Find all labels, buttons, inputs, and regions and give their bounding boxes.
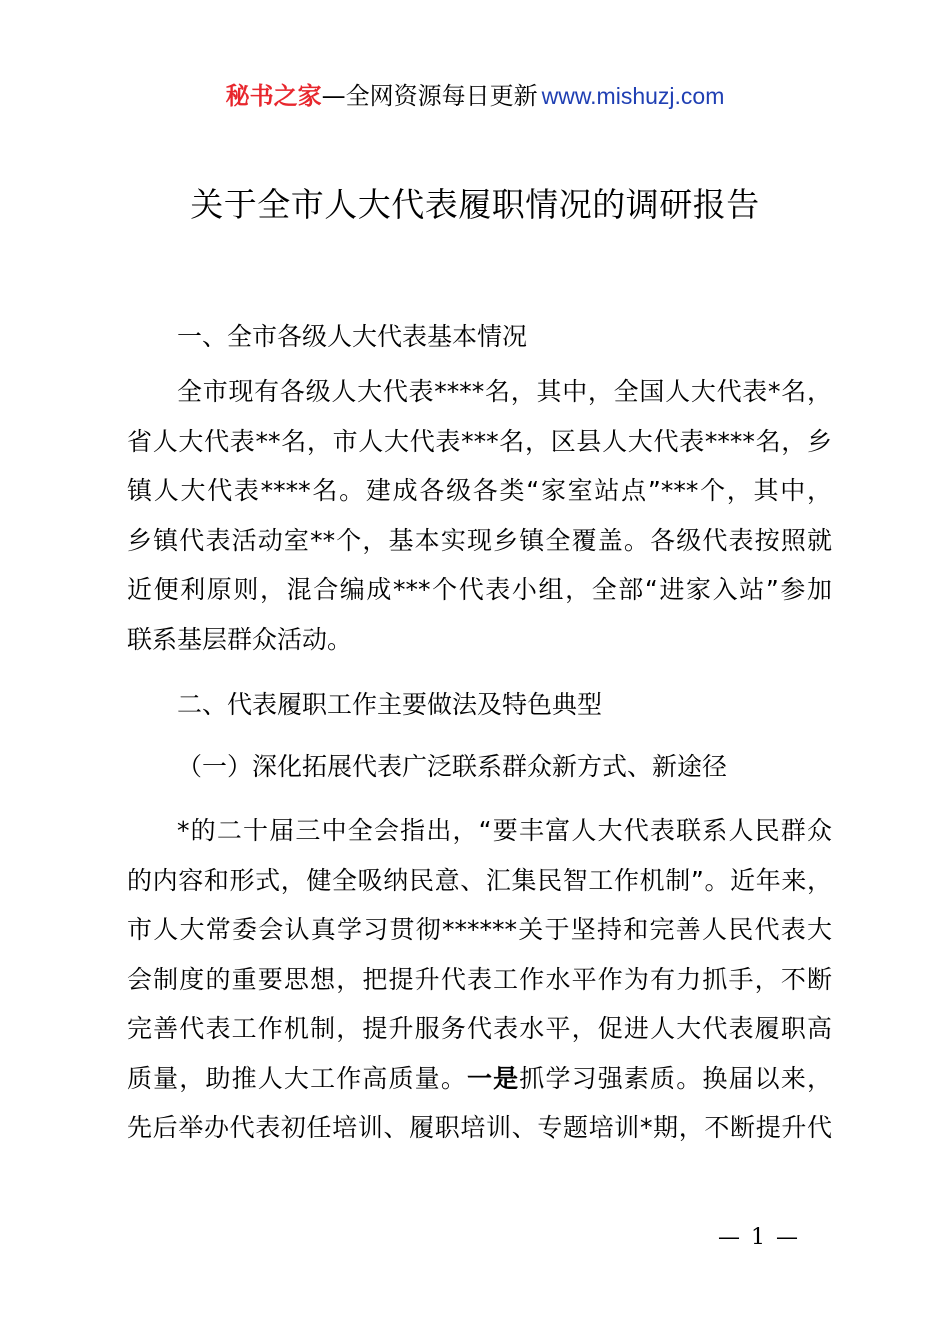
paragraph-2-line-7: 先后举办代表初任培训、履职培训、专题培训*期，不断提升代 (127, 1113, 832, 1142)
paragraph-1-line-4: 乡镇代表活动室**个，基本实现乡镇全覆盖。各级代表按照就 (127, 525, 832, 555)
paragraph-2-line-6 (127, 1054, 832, 1104)
paragraph-1 (127, 367, 832, 664)
paragraph-1-line-1: 全市现有各级人大代表****名，其中，全国人大代表*名， (177, 377, 832, 406)
header-tagline: —全网资源每日更新 (321, 82, 538, 110)
paragraph-2-line-3: 市人大常委会认真学习贯彻******关于坚持和完善人民代表大 (127, 915, 832, 944)
site-url-link[interactable]: www.mishuzj.com (541, 83, 725, 109)
paragraph-2-line-1: *的二十届三中全会指出，“要丰富人大代表联系人民群众 (177, 816, 832, 845)
section-1-heading-block (127, 312, 832, 362)
section-2-subheading-block (127, 742, 832, 792)
brand-name: 秘书之家 (225, 82, 322, 110)
site-header-banner (0, 80, 950, 112)
document-title: 关于全市人大代表履职情况的调研报告 (190, 185, 760, 224)
paragraph-1-line-2: 省人大代表**名，市人大代表***名，区县人大代表****名，乡 (127, 426, 832, 456)
page-number: — 1 — (718, 1225, 800, 1250)
paragraph-1-line-5: 近便利原则，混合编成***个代表小组，全部“进家入站”参加 (127, 575, 832, 604)
paragraph-2-emphasis: 一是 (466, 1063, 520, 1093)
paragraph-1-line-6: 联系基层群众活动。 (127, 624, 353, 654)
paragraph-2-line-6-text-a: 质量，助推人大工作高质量。 (127, 1063, 467, 1093)
paragraph-2-line-5: 完善代表工作机制，提升服务代表水平，促进人大代表履职高 (127, 1014, 832, 1043)
paragraph-2-line-2: 的内容和形式，健全吸纳民意、汇集民智工作机制”。近年来， (127, 865, 832, 895)
section-2-heading-block (127, 680, 832, 730)
section-2-subheading-1: （一）深化拓展代表广泛联系群众新方式、新途径 (177, 752, 728, 781)
section-1-heading: 一、全市各级人大代表基本情况 (177, 322, 528, 351)
section-2-heading: 二、代表履职工作主要做法及特色典型 (177, 690, 603, 719)
paragraph-2 (127, 806, 832, 1153)
paragraph-2-line-6-text-b: 抓学习强素质。换届以来， (519, 1063, 832, 1093)
paragraph-2-line-4: 会制度的重要思想，把提升代表工作水平作为有力抓手，不断 (127, 964, 832, 994)
paragraph-1-line-3: 镇人大代表****名。建成各级各类“家室站点”***个，其中， (127, 476, 832, 505)
